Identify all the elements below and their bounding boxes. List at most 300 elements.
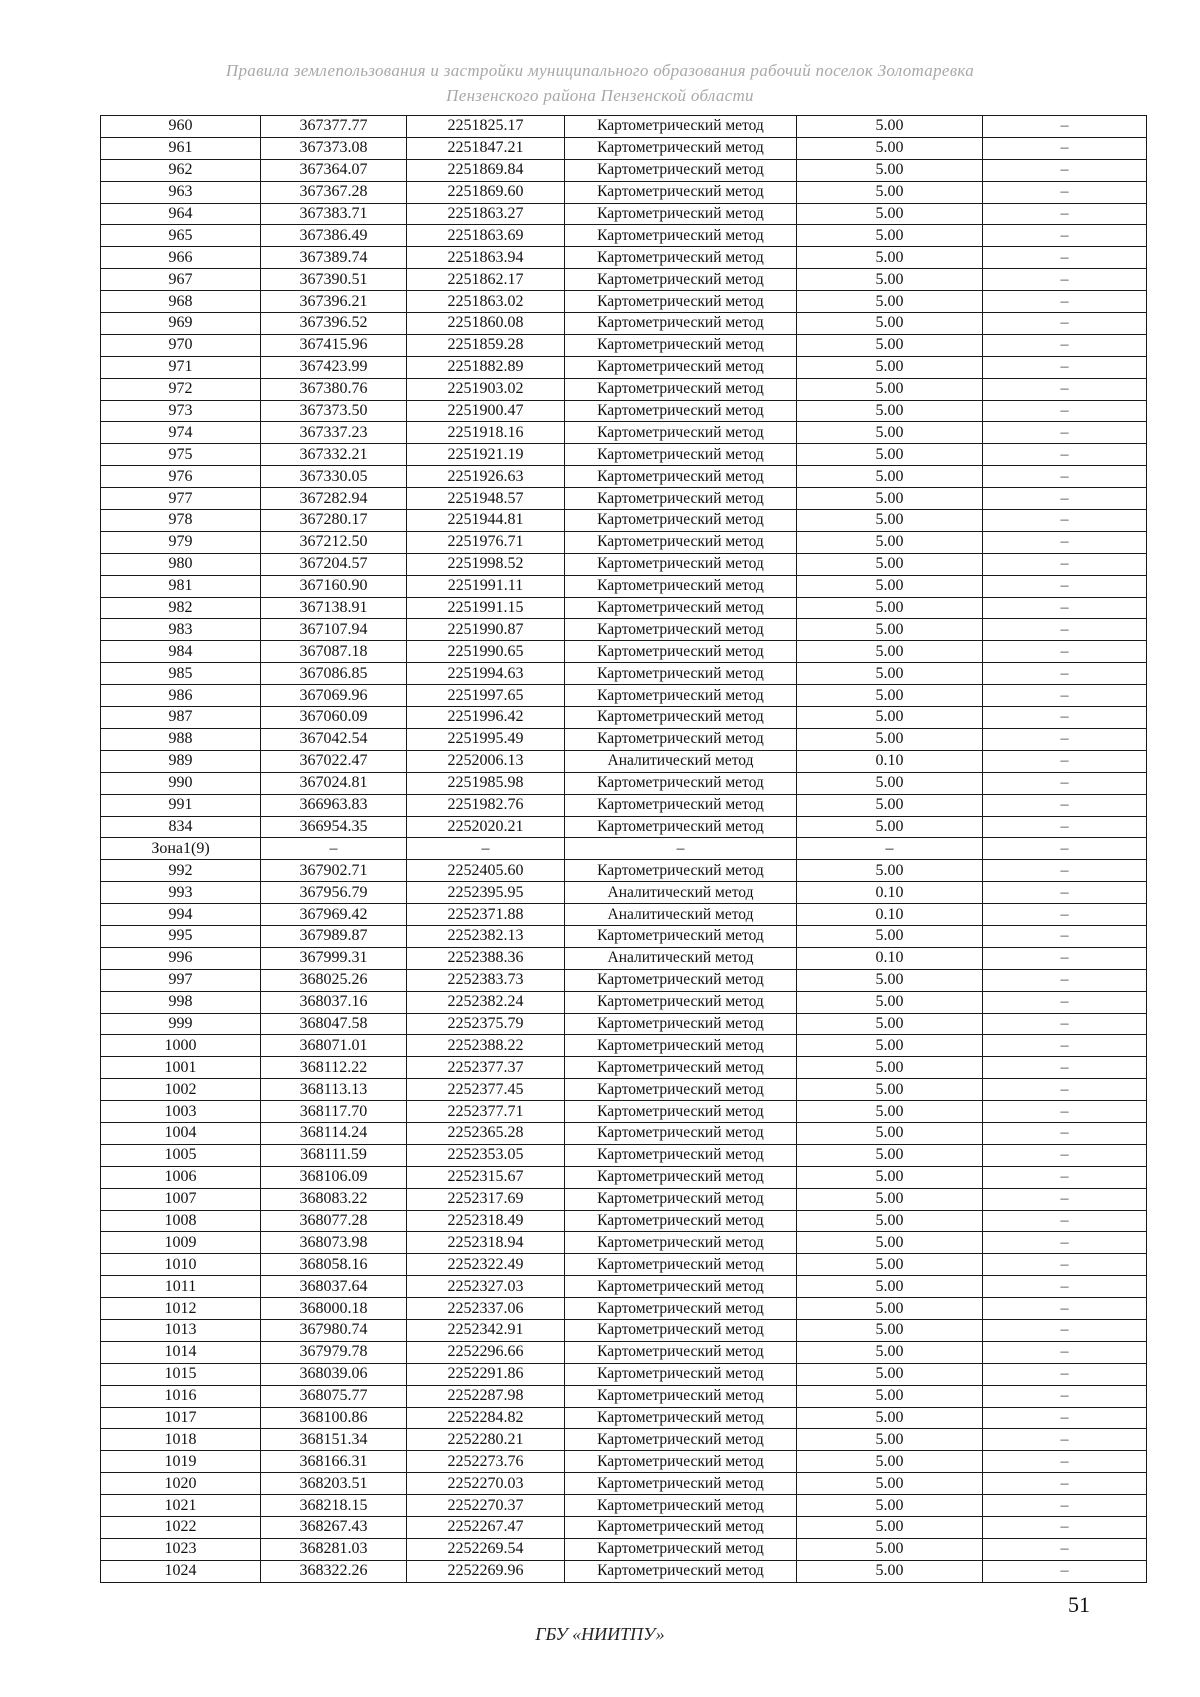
x-coordinate-cell: 367390.51 <box>261 269 407 291</box>
description-cell: – <box>983 422 1147 444</box>
accuracy-cell: 5.00 <box>797 1451 983 1473</box>
point-number-cell: 1018 <box>101 1429 261 1451</box>
description-cell: – <box>983 1035 1147 1057</box>
accuracy-cell: 5.00 <box>797 1035 983 1057</box>
table-row <box>101 838 1147 860</box>
point-number-cell: 991 <box>101 794 261 816</box>
table-row <box>101 116 1147 138</box>
table-row <box>101 1560 1147 1582</box>
table-row <box>101 291 1147 313</box>
table-row <box>101 860 1147 882</box>
point-number-cell: 1005 <box>101 1144 261 1166</box>
description-cell: – <box>983 772 1147 794</box>
table-row <box>101 947 1147 969</box>
x-coordinate-cell: – <box>261 838 407 860</box>
method-cell: Картометрический метод <box>565 181 797 203</box>
x-coordinate-cell: 367280.17 <box>261 510 407 532</box>
point-number-cell: 962 <box>101 159 261 181</box>
method-cell: Картометрический метод <box>565 1473 797 1495</box>
point-number-cell: 992 <box>101 860 261 882</box>
method-cell: Картометрический метод <box>565 728 797 750</box>
method-cell: Аналитический метод <box>565 904 797 926</box>
method-cell: Картометрический метод <box>565 400 797 422</box>
point-number-cell: 971 <box>101 356 261 378</box>
method-cell: Картометрический метод <box>565 1560 797 1582</box>
accuracy-cell: 5.00 <box>797 663 983 685</box>
accuracy-cell: 5.00 <box>797 794 983 816</box>
table-row <box>101 378 1147 400</box>
table-row <box>101 159 1147 181</box>
point-number-cell: 961 <box>101 137 261 159</box>
table-row <box>101 1035 1147 1057</box>
point-number-cell: 973 <box>101 400 261 422</box>
description-cell: – <box>983 794 1147 816</box>
point-number-cell: 1020 <box>101 1473 261 1495</box>
method-cell: Картометрический метод <box>565 1166 797 1188</box>
method-cell: Картометрический метод <box>565 334 797 356</box>
x-coordinate-cell: 367107.94 <box>261 619 407 641</box>
method-cell: Картометрический метод <box>565 685 797 707</box>
y-coordinate-cell: 2252395.95 <box>407 882 565 904</box>
point-number-cell: 1008 <box>101 1210 261 1232</box>
y-coordinate-cell: 2251976.71 <box>407 531 565 553</box>
method-cell: Картометрический метод <box>565 378 797 400</box>
table-row <box>101 1079 1147 1101</box>
method-cell: Картометрический метод <box>565 1013 797 1035</box>
table-row <box>101 531 1147 553</box>
point-number-cell: 978 <box>101 510 261 532</box>
x-coordinate-cell: 368166.31 <box>261 1451 407 1473</box>
x-coordinate-cell: 367956.79 <box>261 882 407 904</box>
x-coordinate-cell: 368100.86 <box>261 1407 407 1429</box>
x-coordinate-cell: 367373.08 <box>261 137 407 159</box>
point-number-cell: 969 <box>101 313 261 335</box>
table-row <box>101 137 1147 159</box>
description-cell: – <box>983 1319 1147 1341</box>
point-number-cell: 1019 <box>101 1451 261 1473</box>
description-cell: – <box>983 203 1147 225</box>
x-coordinate-cell: 368203.51 <box>261 1473 407 1495</box>
description-cell: – <box>983 1210 1147 1232</box>
accuracy-cell: 0.10 <box>797 904 983 926</box>
description-cell: – <box>983 400 1147 422</box>
accuracy-cell: 5.00 <box>797 488 983 510</box>
method-cell: Картометрический метод <box>565 159 797 181</box>
table-row <box>101 597 1147 619</box>
description-cell: – <box>983 1122 1147 1144</box>
y-coordinate-cell: 2251985.98 <box>407 772 565 794</box>
y-coordinate-cell: 2252388.22 <box>407 1035 565 1057</box>
method-cell: Картометрический метод <box>565 1341 797 1363</box>
description-cell: – <box>983 356 1147 378</box>
point-number-cell: 970 <box>101 334 261 356</box>
x-coordinate-cell: 366963.83 <box>261 794 407 816</box>
accuracy-cell: 5.00 <box>797 444 983 466</box>
description-cell: – <box>983 444 1147 466</box>
y-coordinate-cell: 2251990.87 <box>407 619 565 641</box>
description-cell: – <box>983 991 1147 1013</box>
table-row <box>101 794 1147 816</box>
point-number-cell: 1021 <box>101 1495 261 1517</box>
x-coordinate-cell: 368037.64 <box>261 1276 407 1298</box>
y-coordinate-cell: 2252267.47 <box>407 1517 565 1539</box>
accuracy-cell: 5.00 <box>797 1363 983 1385</box>
coordinates-table-body <box>101 116 1147 1583</box>
accuracy-cell: 5.00 <box>797 969 983 991</box>
x-coordinate-cell: 367396.21 <box>261 291 407 313</box>
method-cell: Картометрический метод <box>565 466 797 488</box>
table-row <box>101 488 1147 510</box>
y-coordinate-cell: 2251825.17 <box>407 116 565 138</box>
x-coordinate-cell: 367204.57 <box>261 553 407 575</box>
y-coordinate-cell: 2252388.36 <box>407 947 565 969</box>
accuracy-cell: 5.00 <box>797 225 983 247</box>
table-row <box>101 619 1147 641</box>
description-cell: – <box>983 378 1147 400</box>
method-cell: Картометрический метод <box>565 291 797 313</box>
y-coordinate-cell: 2251903.02 <box>407 378 565 400</box>
table-row <box>101 1298 1147 1320</box>
y-coordinate-cell: 2252371.88 <box>407 904 565 926</box>
description-cell: – <box>983 159 1147 181</box>
table-row <box>101 1101 1147 1123</box>
point-number-cell: 990 <box>101 772 261 794</box>
point-number-cell: 1013 <box>101 1319 261 1341</box>
table-row <box>101 356 1147 378</box>
method-cell: Картометрический метод <box>565 1057 797 1079</box>
method-cell: Картометрический метод <box>565 1101 797 1123</box>
x-coordinate-cell: 367989.87 <box>261 925 407 947</box>
method-cell: Картометрический метод <box>565 1407 797 1429</box>
description-cell: – <box>983 313 1147 335</box>
x-coordinate-cell: 367282.94 <box>261 488 407 510</box>
table-row <box>101 925 1147 947</box>
description-cell: – <box>983 882 1147 904</box>
table-row <box>101 904 1147 926</box>
table-row <box>101 181 1147 203</box>
y-coordinate-cell: 2252273.76 <box>407 1451 565 1473</box>
point-number-cell: 998 <box>101 991 261 1013</box>
accuracy-cell: 5.00 <box>797 816 983 838</box>
table-row <box>101 1341 1147 1363</box>
x-coordinate-cell: 367979.78 <box>261 1341 407 1363</box>
accuracy-cell: 5.00 <box>797 1057 983 1079</box>
y-coordinate-cell: 2251847.21 <box>407 137 565 159</box>
method-cell: Картометрический метод <box>565 1517 797 1539</box>
table-row <box>101 882 1147 904</box>
accuracy-cell: 5.00 <box>797 1517 983 1539</box>
table-row <box>101 685 1147 707</box>
accuracy-cell: 5.00 <box>797 707 983 729</box>
point-number-cell: 972 <box>101 378 261 400</box>
accuracy-cell: 5.00 <box>797 1079 983 1101</box>
table-row <box>101 466 1147 488</box>
table-row <box>101 225 1147 247</box>
x-coordinate-cell: 367337.23 <box>261 422 407 444</box>
point-number-cell: 1014 <box>101 1341 261 1363</box>
accuracy-cell: 5.00 <box>797 269 983 291</box>
point-number-cell: 1015 <box>101 1363 261 1385</box>
y-coordinate-cell: 2252317.69 <box>407 1188 565 1210</box>
x-coordinate-cell: 368111.59 <box>261 1144 407 1166</box>
accuracy-cell: 5.00 <box>797 116 983 138</box>
description-cell: – <box>983 838 1147 860</box>
y-coordinate-cell: 2251996.42 <box>407 707 565 729</box>
method-cell: – <box>565 838 797 860</box>
x-coordinate-cell: 367022.47 <box>261 750 407 772</box>
accuracy-cell: – <box>797 838 983 860</box>
description-cell: – <box>983 1363 1147 1385</box>
method-cell: Картометрический метод <box>565 1254 797 1276</box>
description-cell: – <box>983 816 1147 838</box>
accuracy-cell: 5.00 <box>797 137 983 159</box>
y-coordinate-cell: 2252377.71 <box>407 1101 565 1123</box>
y-coordinate-cell: 2252270.03 <box>407 1473 565 1495</box>
x-coordinate-cell: 367069.96 <box>261 685 407 707</box>
description-cell: – <box>983 269 1147 291</box>
description-cell: – <box>983 969 1147 991</box>
accuracy-cell: 0.10 <box>797 947 983 969</box>
x-coordinate-cell: 368047.58 <box>261 1013 407 1035</box>
method-cell: Картометрический метод <box>565 925 797 947</box>
description-cell: – <box>983 1341 1147 1363</box>
x-coordinate-cell: 367373.50 <box>261 400 407 422</box>
description-cell: – <box>983 1298 1147 1320</box>
description-cell: – <box>983 225 1147 247</box>
point-number-cell: 968 <box>101 291 261 313</box>
y-coordinate-cell: 2252269.96 <box>407 1560 565 1582</box>
table-row <box>101 1407 1147 1429</box>
accuracy-cell: 5.00 <box>797 1429 983 1451</box>
accuracy-cell: 5.00 <box>797 1407 983 1429</box>
y-coordinate-cell: 2252315.67 <box>407 1166 565 1188</box>
point-number-cell: 989 <box>101 750 261 772</box>
description-cell: – <box>983 904 1147 926</box>
point-number-cell: 983 <box>101 619 261 641</box>
y-coordinate-cell: 2252337.06 <box>407 1298 565 1320</box>
table-row <box>101 1210 1147 1232</box>
x-coordinate-cell: 368083.22 <box>261 1188 407 1210</box>
x-coordinate-cell: 368267.43 <box>261 1517 407 1539</box>
description-cell: – <box>983 1013 1147 1035</box>
y-coordinate-cell: 2251998.52 <box>407 553 565 575</box>
y-coordinate-cell: 2251990.65 <box>407 641 565 663</box>
accuracy-cell: 5.00 <box>797 181 983 203</box>
method-cell: Картометрический метод <box>565 1495 797 1517</box>
table-row <box>101 203 1147 225</box>
page-number: 51 <box>1068 1592 1090 1617</box>
table-row <box>101 1166 1147 1188</box>
x-coordinate-cell: 367377.77 <box>261 116 407 138</box>
method-cell: Картометрический метод <box>565 1035 797 1057</box>
method-cell: Картометрический метод <box>565 444 797 466</box>
x-coordinate-cell: 367042.54 <box>261 728 407 750</box>
x-coordinate-cell: 368075.77 <box>261 1385 407 1407</box>
y-coordinate-cell: 2251918.16 <box>407 422 565 444</box>
accuracy-cell: 5.00 <box>797 728 983 750</box>
x-coordinate-cell: 367999.31 <box>261 947 407 969</box>
point-number-cell: 1006 <box>101 1166 261 1188</box>
x-coordinate-cell: 367980.74 <box>261 1319 407 1341</box>
point-number-cell: 1011 <box>101 1276 261 1298</box>
method-cell: Картометрический метод <box>565 531 797 553</box>
accuracy-cell: 5.00 <box>797 203 983 225</box>
x-coordinate-cell: 367902.71 <box>261 860 407 882</box>
table-row <box>101 772 1147 794</box>
y-coordinate-cell: 2252365.28 <box>407 1122 565 1144</box>
description-cell: – <box>983 728 1147 750</box>
point-number-cell: 1023 <box>101 1538 261 1560</box>
method-cell: Картометрический метод <box>565 991 797 1013</box>
accuracy-cell: 5.00 <box>797 575 983 597</box>
description-cell: – <box>983 1057 1147 1079</box>
x-coordinate-cell: 367415.96 <box>261 334 407 356</box>
method-cell: Картометрический метод <box>565 575 797 597</box>
method-cell: Картометрический метод <box>565 1079 797 1101</box>
table-row <box>101 444 1147 466</box>
point-number-cell: 1022 <box>101 1517 261 1539</box>
point-number-cell: 1004 <box>101 1122 261 1144</box>
page-footer: ГБУ «НИИТПУ» <box>535 1624 665 1644</box>
table-row <box>101 1144 1147 1166</box>
point-number-cell: 988 <box>101 728 261 750</box>
x-coordinate-cell: 367330.05 <box>261 466 407 488</box>
accuracy-cell: 5.00 <box>797 1101 983 1123</box>
y-coordinate-cell: 2252377.37 <box>407 1057 565 1079</box>
method-cell: Картометрический метод <box>565 641 797 663</box>
table-row <box>101 707 1147 729</box>
method-cell: Картометрический метод <box>565 510 797 532</box>
description-cell: – <box>983 1232 1147 1254</box>
y-coordinate-cell: 2251994.63 <box>407 663 565 685</box>
x-coordinate-cell: 368025.26 <box>261 969 407 991</box>
y-coordinate-cell: 2251944.81 <box>407 510 565 532</box>
y-coordinate-cell: 2251860.08 <box>407 313 565 335</box>
description-cell: – <box>983 1560 1147 1582</box>
method-cell: Картометрический метод <box>565 553 797 575</box>
point-number-cell: 984 <box>101 641 261 663</box>
y-coordinate-cell: 2252291.86 <box>407 1363 565 1385</box>
description-cell: – <box>983 1429 1147 1451</box>
description-cell: – <box>983 1144 1147 1166</box>
table-row <box>101 1517 1147 1539</box>
y-coordinate-cell: 2251997.65 <box>407 685 565 707</box>
page-header <box>0 58 1200 108</box>
table-row <box>101 1013 1147 1035</box>
method-cell: Картометрический метод <box>565 225 797 247</box>
method-cell: Аналитический метод <box>565 947 797 969</box>
accuracy-cell: 5.00 <box>797 925 983 947</box>
x-coordinate-cell: 367212.50 <box>261 531 407 553</box>
y-coordinate-cell: 2251982.76 <box>407 794 565 816</box>
accuracy-cell: 5.00 <box>797 378 983 400</box>
description-cell: – <box>983 641 1147 663</box>
accuracy-cell: 5.00 <box>797 531 983 553</box>
method-cell: Картометрический метод <box>565 1538 797 1560</box>
accuracy-cell: 5.00 <box>797 1538 983 1560</box>
method-cell: Картометрический метод <box>565 1188 797 1210</box>
y-coordinate-cell: 2252342.91 <box>407 1319 565 1341</box>
point-number-cell: 985 <box>101 663 261 685</box>
table-row <box>101 816 1147 838</box>
x-coordinate-cell: 367086.85 <box>261 663 407 685</box>
accuracy-cell: 5.00 <box>797 422 983 444</box>
y-coordinate-cell: 2252382.24 <box>407 991 565 1013</box>
y-coordinate-cell: 2252287.98 <box>407 1385 565 1407</box>
accuracy-cell: 5.00 <box>797 553 983 575</box>
x-coordinate-cell: 368281.03 <box>261 1538 407 1560</box>
point-number-cell: 974 <box>101 422 261 444</box>
method-cell: Картометрический метод <box>565 1429 797 1451</box>
description-cell: – <box>983 247 1147 269</box>
method-cell: Картометрический метод <box>565 203 797 225</box>
x-coordinate-cell: 368037.16 <box>261 991 407 1013</box>
description-cell: – <box>983 531 1147 553</box>
point-number-cell: 1001 <box>101 1057 261 1079</box>
method-cell: Картометрический метод <box>565 1144 797 1166</box>
x-coordinate-cell: 367423.99 <box>261 356 407 378</box>
description-cell: – <box>983 1517 1147 1539</box>
y-coordinate-cell: 2252377.45 <box>407 1079 565 1101</box>
method-cell: Аналитический метод <box>565 750 797 772</box>
accuracy-cell: 5.00 <box>797 1298 983 1320</box>
y-coordinate-cell: 2252020.21 <box>407 816 565 838</box>
accuracy-cell: 5.00 <box>797 1385 983 1407</box>
description-cell: – <box>983 116 1147 138</box>
y-coordinate-cell: 2252375.79 <box>407 1013 565 1035</box>
y-coordinate-cell: 2251991.15 <box>407 597 565 619</box>
description-cell: – <box>983 1166 1147 1188</box>
accuracy-cell: 5.00 <box>797 356 983 378</box>
method-cell: Картометрический метод <box>565 269 797 291</box>
x-coordinate-cell: 368322.26 <box>261 1560 407 1582</box>
table-row <box>101 1254 1147 1276</box>
accuracy-cell: 5.00 <box>797 400 983 422</box>
x-coordinate-cell: 368218.15 <box>261 1495 407 1517</box>
point-number-cell: 999 <box>101 1013 261 1035</box>
x-coordinate-cell: 367386.49 <box>261 225 407 247</box>
accuracy-cell: 5.00 <box>797 159 983 181</box>
point-number-cell: 1002 <box>101 1079 261 1101</box>
table-row <box>101 750 1147 772</box>
method-cell: Картометрический метод <box>565 1385 797 1407</box>
x-coordinate-cell: 366954.35 <box>261 816 407 838</box>
description-cell: – <box>983 1538 1147 1560</box>
point-number-cell: 981 <box>101 575 261 597</box>
y-coordinate-cell: 2252382.13 <box>407 925 565 947</box>
table-row <box>101 1232 1147 1254</box>
x-coordinate-cell: 367969.42 <box>261 904 407 926</box>
description-cell: – <box>983 1473 1147 1495</box>
point-number-cell: Зона1(9) <box>101 838 261 860</box>
method-cell: Картометрический метод <box>565 313 797 335</box>
method-cell: Картометрический метод <box>565 116 797 138</box>
point-number-cell: 980 <box>101 553 261 575</box>
x-coordinate-cell: 367087.18 <box>261 641 407 663</box>
x-coordinate-cell: 368114.24 <box>261 1122 407 1144</box>
point-number-cell: 1010 <box>101 1254 261 1276</box>
table-row <box>101 510 1147 532</box>
y-coordinate-cell: 2251921.19 <box>407 444 565 466</box>
method-cell: Картометрический метод <box>565 247 797 269</box>
y-coordinate-cell: 2251926.63 <box>407 466 565 488</box>
point-number-cell: 966 <box>101 247 261 269</box>
accuracy-cell: 5.00 <box>797 1122 983 1144</box>
point-number-cell: 965 <box>101 225 261 247</box>
accuracy-cell: 5.00 <box>797 1232 983 1254</box>
table-row <box>101 1363 1147 1385</box>
description-cell: – <box>983 619 1147 641</box>
